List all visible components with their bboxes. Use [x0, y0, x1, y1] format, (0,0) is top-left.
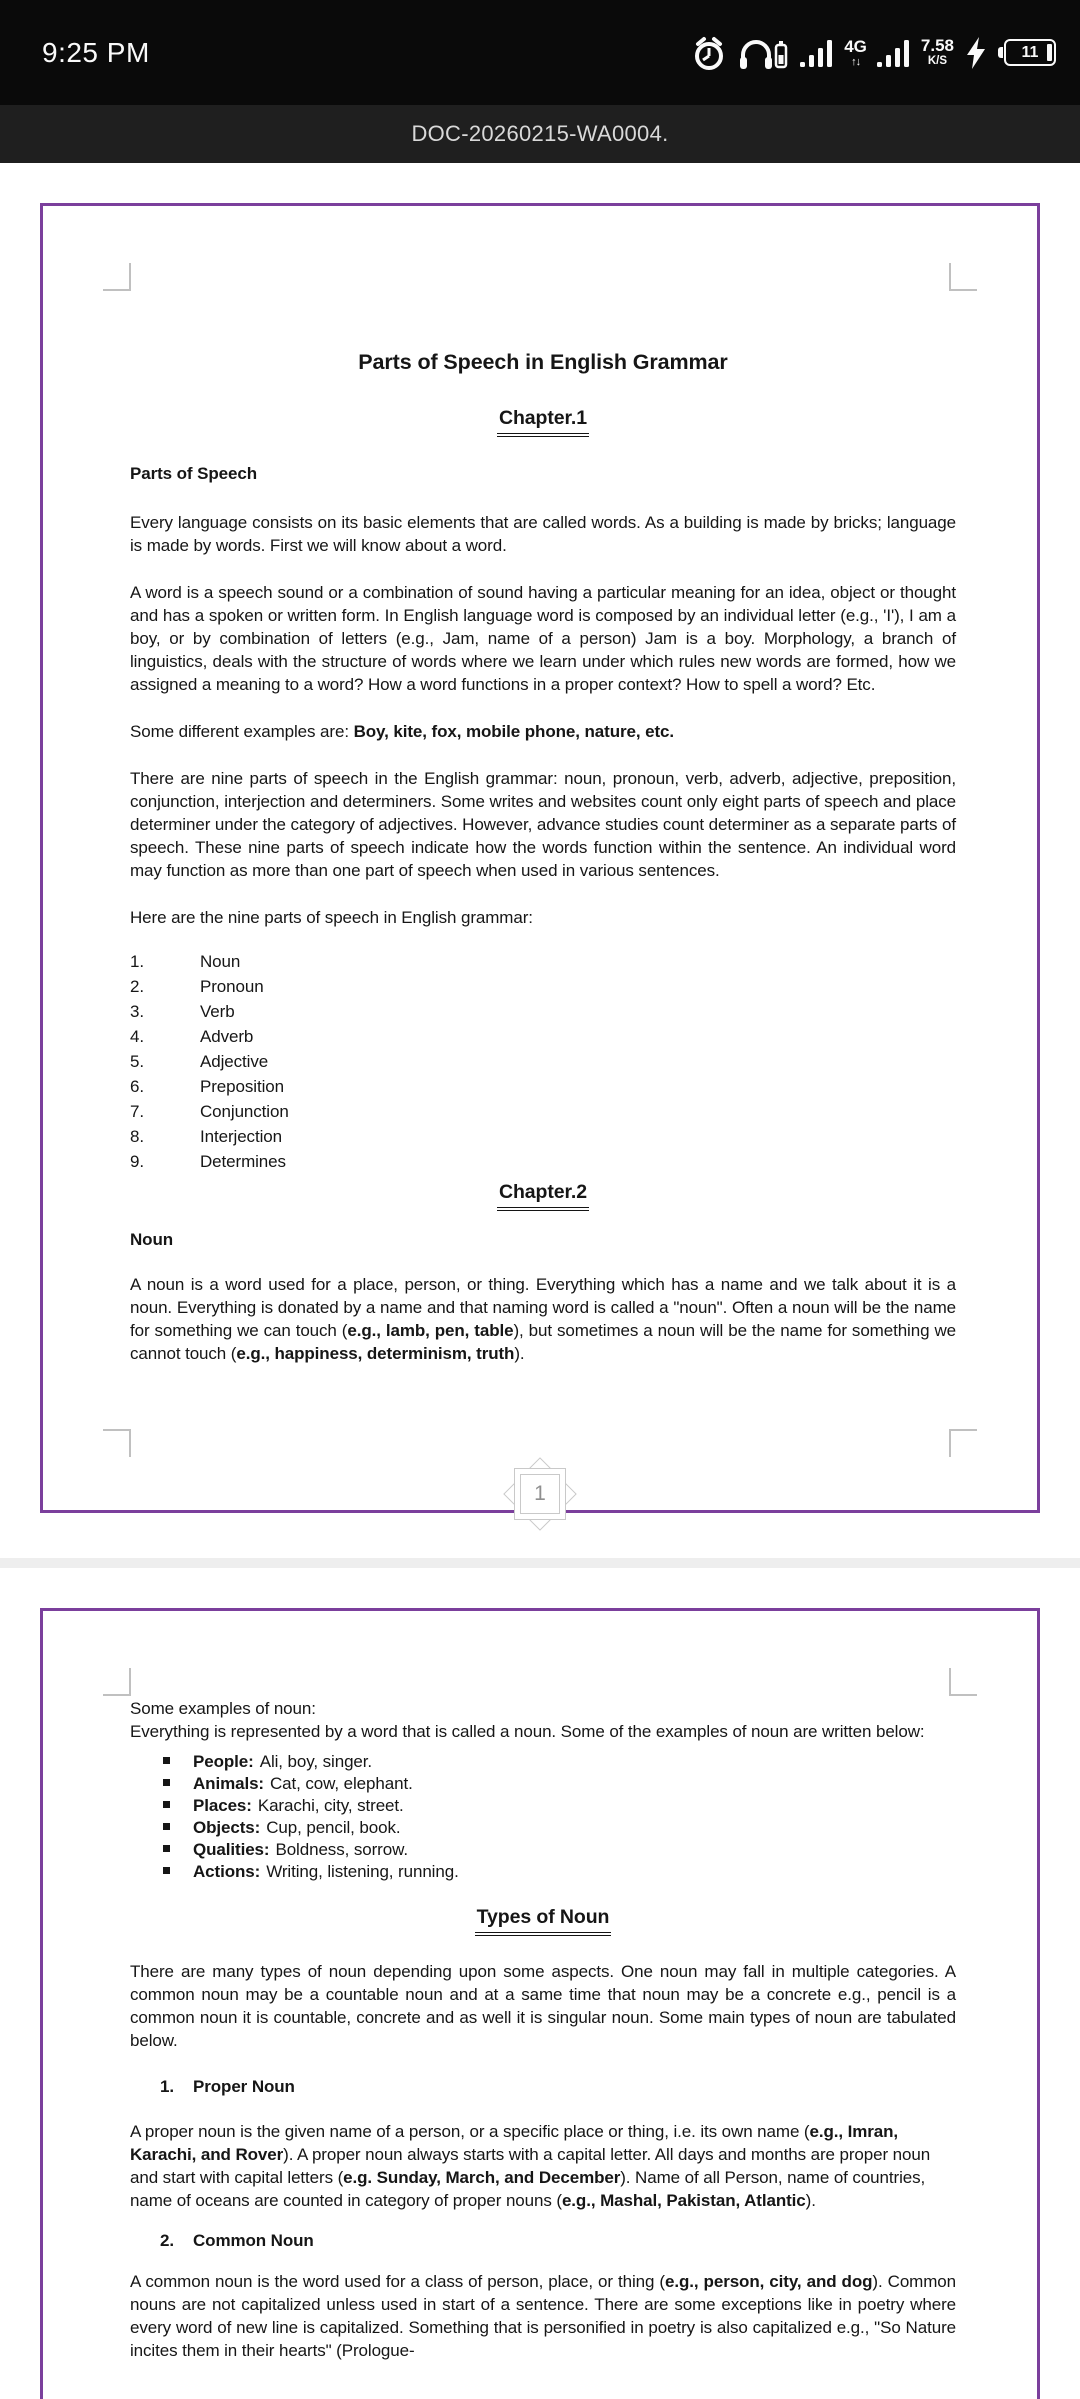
- bullet-item: [130, 1839, 956, 1861]
- heading-label: Common Noun: [193, 2231, 314, 2250]
- battery-body: [1004, 39, 1056, 66]
- chapter-1-heading: Chapter.1: [497, 404, 589, 437]
- types-of-noun-heading-line: [130, 1903, 956, 1936]
- list-number: 2.: [130, 977, 144, 996]
- signal-bars-icon: [876, 36, 910, 70]
- paragraph-proper-noun: [130, 2120, 956, 2212]
- bullet-item: [130, 1861, 956, 1883]
- paragraph-examples: [130, 720, 956, 743]
- list-item: [130, 1099, 956, 1124]
- list-label: Pronoun: [200, 977, 264, 996]
- chapter-2-heading-line: [130, 1178, 956, 1211]
- status-bar: [0, 0, 1080, 105]
- document-viewer[interactable]: [0, 163, 1080, 2399]
- paragraph-common-noun: [130, 2270, 956, 2362]
- types-of-noun-heading: Types of Noun: [475, 1903, 612, 1936]
- bullet-text: Karachi, city, street.: [257, 1796, 404, 1815]
- list-label: Interjection: [200, 1127, 282, 1146]
- list-label: Verb: [200, 1002, 235, 1021]
- square-bullet-icon: [163, 1845, 170, 1852]
- page-separator: [0, 1558, 1080, 1568]
- bullet-label: Animals:: [193, 1774, 264, 1793]
- text-run-bold: e.g., Mashal, Pakistan, Atlantic: [561, 2191, 806, 2210]
- page-decorative-border: [40, 203, 1040, 1513]
- margin-corner-mark: [103, 1668, 131, 1696]
- bullet-label: Places:: [193, 1796, 252, 1815]
- signal-bars-icon: [799, 36, 833, 70]
- list-number: 4.: [130, 1027, 144, 1046]
- square-bullet-icon: [163, 1757, 170, 1764]
- list-label: Preposition: [200, 1077, 284, 1096]
- list-number: 6.: [130, 1077, 144, 1096]
- noun-heading: Noun: [130, 1230, 174, 1249]
- heading-number: 2.: [160, 2231, 174, 2250]
- noun-examples-intro: Everything is represented by a word that is called a noun. Some of the examples of noun are written below:: [130, 1722, 925, 1741]
- paragraph-words: Every language consists on its basic elements that are called words. As a building is made by bricks; language is made by words. First we will know about a word.: [130, 513, 956, 555]
- parts-of-speech-heading: Parts of Speech: [130, 464, 257, 483]
- text-run: ), but sometimes a noun will be the name for something we cannot touch (: [130, 1321, 956, 1363]
- page-number: 1: [534, 1482, 546, 1505]
- common-noun-heading: [130, 2228, 956, 2254]
- chapter-1-heading-line: [130, 404, 956, 437]
- bullet-label: Objects:: [193, 1818, 261, 1837]
- proper-noun-heading: [130, 2074, 956, 2100]
- bullet-text: Cup, pencil, book.: [266, 1818, 401, 1837]
- square-bullet-icon: [163, 1823, 170, 1830]
- battery-fill-level: [1047, 44, 1052, 61]
- list-label: Conjunction: [200, 1102, 289, 1121]
- data-arrows-icon: ↑↓: [851, 55, 861, 68]
- text-run-bold: e.g., Imran, Karachi, and Rover: [130, 2122, 899, 2164]
- list-item: [130, 949, 956, 974]
- document-heading: Parts of Speech in English Grammar: [358, 350, 728, 374]
- text-run-bold: e.g. Sunday, March, and December: [343, 2168, 621, 2187]
- paragraph-types-of-noun: There are many types of noun depending upon some aspects. One noun may fall in multiple categories. A common noun may be a countable noun and at a same time that noun may be a concrete e.g., pencil is a common noun it is countable, concrete and as well it is singular noun. Some main types of noun are tabulated below.: [130, 1962, 956, 2050]
- page-number-ornament: [504, 1458, 576, 1530]
- paragraph-word-definition: A word is a speech sound or a combination of sound having a particular meaning for an idea, object or thought and has a spoken or written form. In English language word is composed by an individual letter (e.g., 'I'), I am a boy, or by combination of letters (e.g., Jam, name of a person) Jam is a boy. Morphology, a branch of linguistics, deals with the structure of words where we learn under which rules new words are formed, how we assigned a meaning to a word? How a word functions in a proper context? How to spell a word? Etc.: [130, 583, 956, 694]
- bullet-label: Qualities:: [193, 1840, 270, 1859]
- list-item: [130, 974, 956, 999]
- heading-number: 1.: [160, 2077, 174, 2096]
- page-2-text: [130, 1611, 956, 2362]
- paragraph-nine-parts: There are nine parts of speech in the English grammar: noun, pronoun, verb, adverb, adjective, preposition, conjunction, interjection and determiners. Some writes and websites count only eight parts of speech and place determiner under the category of adjectives. However, advance studies count determiner as a separate parts of speech. These nine parts of speech indicate how the words function within the sentence. An individual word may function as more than one part of speech when used in various sentences.: [130, 769, 956, 880]
- list-label: Adjective: [200, 1052, 269, 1071]
- headset-battery-icon: [738, 33, 788, 73]
- heading-label: Proper Noun: [193, 2077, 295, 2096]
- text-run: ). Common nouns are not capitalized unless used in start of a sentence. There are some exceptions like in poetry where every word of new line is capitalized. Something that is personified in poetry is also capitalized e.g., "So Nature incites them in their hearts" (Prologue-: [130, 2272, 957, 2360]
- clock-time: 9:25 PM: [42, 36, 150, 68]
- bullet-item: [130, 1773, 956, 1795]
- document-title-bar: [0, 105, 1080, 163]
- margin-corner-mark: [103, 263, 131, 291]
- parts-of-speech-list: [130, 949, 956, 1174]
- bullet-label: People:: [193, 1752, 254, 1771]
- network-speed-label: [921, 37, 954, 68]
- ornament-inner-square: [520, 1474, 560, 1514]
- list-number: 3.: [130, 1002, 144, 1021]
- bullet-text: Boldness, sorrow.: [275, 1840, 408, 1859]
- list-item: [130, 1049, 956, 1074]
- list-item: [130, 1149, 956, 1174]
- battery-percent: 11: [1021, 43, 1039, 61]
- margin-corner-mark: [103, 1429, 131, 1457]
- margin-corner-mark: [949, 1429, 977, 1457]
- text-run: ). Name of all Person, name of countries, name of oceans are counted in category of proper nouns (: [130, 2168, 926, 2210]
- list-label: Adverb: [200, 1027, 254, 1046]
- text-run: A noun is a word used for a place, person, or thing. Everything which has a name and we talk about it is a noun. Everything is donated by a name and that naming word is called a "noun". Often a noun will be the name for something we can touch (: [130, 1275, 956, 1340]
- list-intro: Here are the nine parts of speech in English grammar:: [130, 908, 533, 927]
- page-1-text: [130, 206, 956, 1365]
- document-page-1: [0, 163, 1080, 1558]
- list-number: 1.: [130, 952, 144, 971]
- text-run: A common noun is the word used for a class of person, place, or thing (: [130, 2272, 665, 2291]
- battery-nub: [998, 47, 1003, 58]
- square-bullet-icon: [163, 1867, 170, 1874]
- noun-examples-heading: Some examples of noun:: [130, 1699, 316, 1718]
- bullet-item: [130, 1751, 956, 1773]
- network-type-label: [844, 38, 867, 68]
- list-label: Determines: [200, 1152, 286, 1171]
- list-item: [130, 1074, 956, 1099]
- examples-prefix: Some different examples are:: [130, 722, 354, 741]
- text-run: ).: [805, 2191, 816, 2210]
- text-run-bold: e.g., lamb, pen, table: [347, 1321, 514, 1340]
- alarm-clock-icon: [691, 34, 727, 72]
- network-speed-unit: K/S: [927, 55, 948, 68]
- text-run-bold: e.g., happiness, determinism, truth: [236, 1344, 515, 1363]
- document-page-2: [0, 1568, 1080, 2399]
- list-item: [130, 1124, 956, 1149]
- chapter-2-heading: Chapter.2: [497, 1178, 589, 1211]
- bullet-text: Cat, cow, elephant.: [270, 1774, 413, 1793]
- square-bullet-icon: [163, 1779, 170, 1786]
- list-item: [130, 1024, 956, 1049]
- list-item: [130, 999, 956, 1024]
- status-icons: [691, 33, 1056, 73]
- square-bullet-icon: [163, 1801, 170, 1808]
- page-decorative-border: [40, 1608, 1040, 2399]
- list-label: Noun: [200, 952, 241, 971]
- battery-icon: [998, 39, 1056, 66]
- network-speed-value: 7.58: [920, 36, 954, 56]
- network-type-text: 4G: [844, 36, 867, 56]
- text-run-bold: e.g., person, city, and dog: [665, 2272, 873, 2291]
- text-run: ).: [514, 1344, 525, 1363]
- list-number: 5.: [130, 1052, 144, 1071]
- noun-examples-list: [130, 1751, 956, 1883]
- bullet-label: Actions:: [193, 1862, 261, 1881]
- bullet-item: [130, 1817, 956, 1839]
- list-number: 8.: [130, 1127, 144, 1146]
- list-number: 7.: [130, 1102, 144, 1121]
- bullet-item: [130, 1795, 956, 1817]
- document-title: DOC-20260215-WA0004.: [411, 121, 669, 146]
- bullet-text: Writing, listening, running.: [266, 1862, 459, 1881]
- text-run: ). A proper noun always starts with a capital letter. All days and months are proper noun and start with capital letters (: [130, 2145, 931, 2187]
- bullet-text: Ali, boy, singer.: [259, 1752, 373, 1771]
- examples-bold: Boy, kite, fox, mobile phone, nature, etc.: [353, 722, 675, 741]
- paragraph-noun-definition: [130, 1273, 956, 1365]
- text-run: A proper noun is the given name of a person, or a specific place or thing, i.e. its own name (: [130, 2122, 810, 2141]
- list-number: 9.: [130, 1152, 144, 1171]
- charging-bolt-icon: [965, 36, 987, 70]
